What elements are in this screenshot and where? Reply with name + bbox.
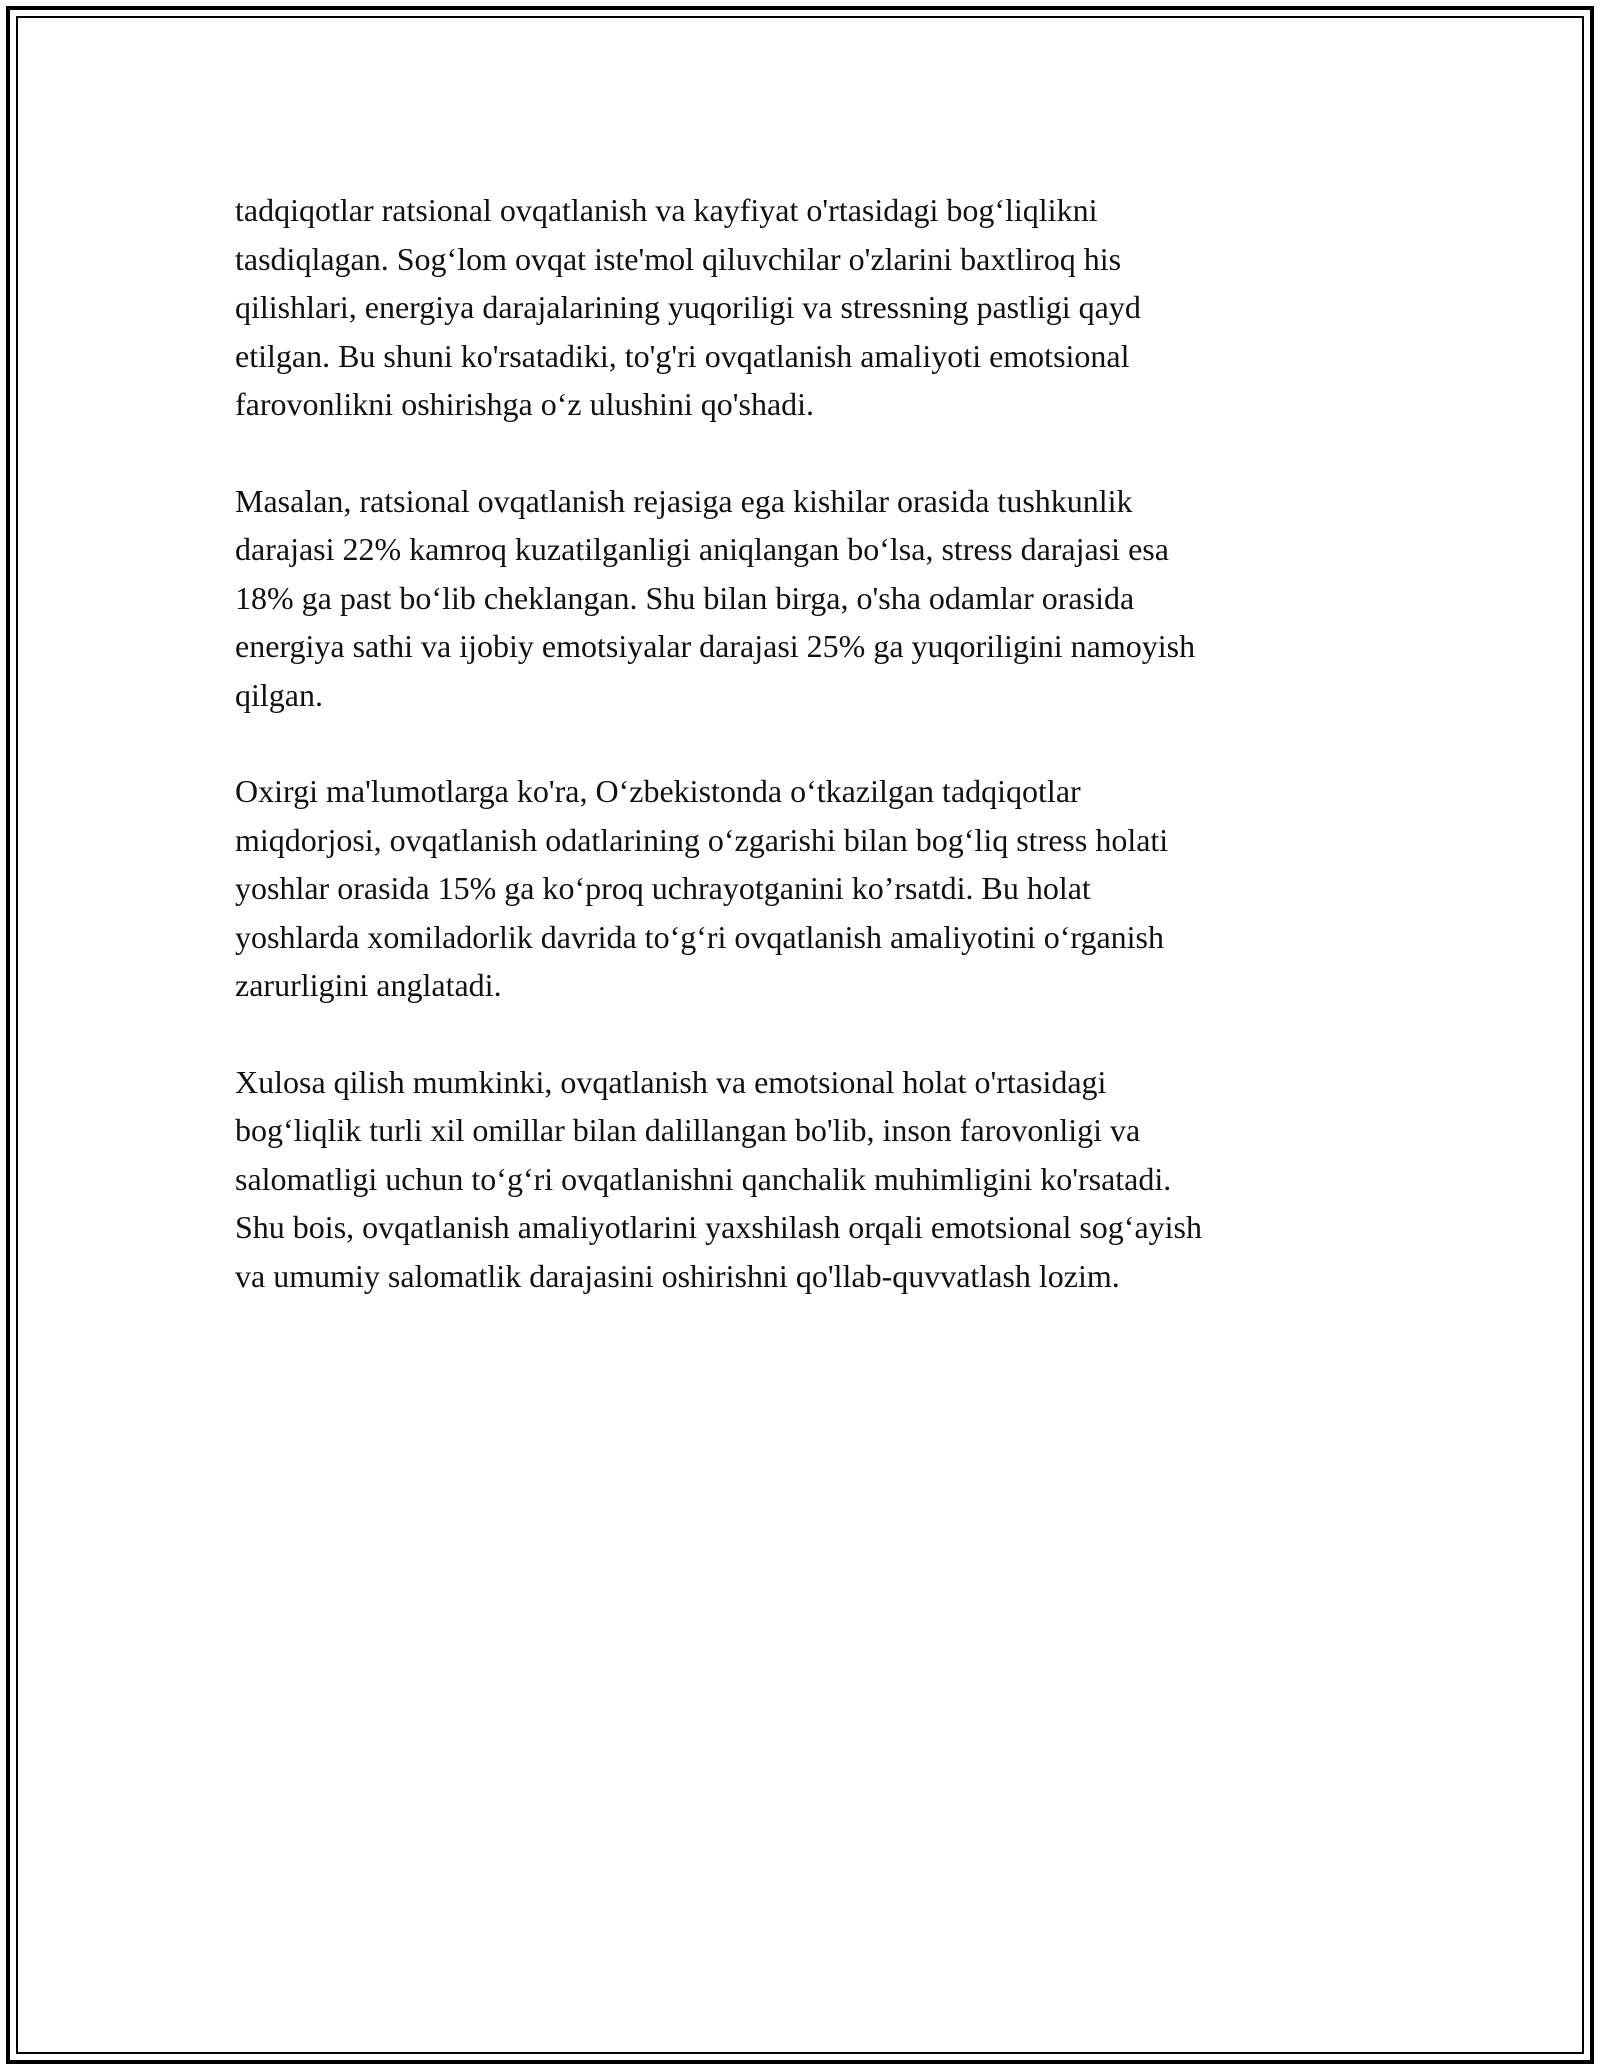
paragraph-1: tadqiqotlar ratsional ovqatlanish va kayfiyat o'rtasidagi bog‘liqlikni tasdiqlagan. Sog‘lom ovqat iste'mol qiluvchilar o'zlarini baxtliroq his qilishlari, energiya darajalarining yuqoriligi va stressning pastligi qayd etilgan. Bu shuni ko'rsatadiki, to'g'ri ovqatlanish amaliyoti emotsional farovonlikni oshirishga o‘z ulushini qo'shadi. xyxy=(235,192,1141,422)
document-body xyxy=(235,186,1365,1348)
paragraph-3: Oxirgi ma'lumotlarga ko'ra, O‘zbekistonda o‘tkazilgan tadqiqotlar miqdorjosi, ovqatlanish odatlarining o‘zgarishi bilan bog‘liq stress holati yoshlar orasida 15% ga ko‘proq uchrayotganini ko’rsatdi. Bu holat yoshlarda xomiladorlik davrida to‘g‘ri ovqatlanish amaliyotini o‘rganish zarurligini anglatadi. xyxy=(235,773,1169,1003)
paragraph-4: Xulosa qilish mumkinki, ovqatlanish va emotsional holat o'rtasidagi bog‘liqlik turli xil omillar bilan dalillangan bo'lib, inson farovonligi va salomatligi uchun to‘g‘ri ovqatlanishni qanchalik muhimligini ko'rsatadi. Shu bois, ovqatlanish amaliyotlarini yaxshilash orqali emotsional sog‘ayish va umumiy salomatlik darajasini oshirishni qo'llab-quvvatlash lozim. xyxy=(235,1063,1202,1294)
paragraph-2: Masalan, ratsional ovqatlanish rejasiga ega kishilar orasida tushkunlik darajasi 22% kamroq kuzatilganligi aniqlangan bo‘lsa, stress darajasi esa 18% ga past bo‘lib cheklangan. Shu bilan birga, o'sha odamlar orasida energiya sathi va ijobiy emotsiyalar darajasi 25% ga yuqoriligini namoyish qilgan. xyxy=(235,482,1196,713)
